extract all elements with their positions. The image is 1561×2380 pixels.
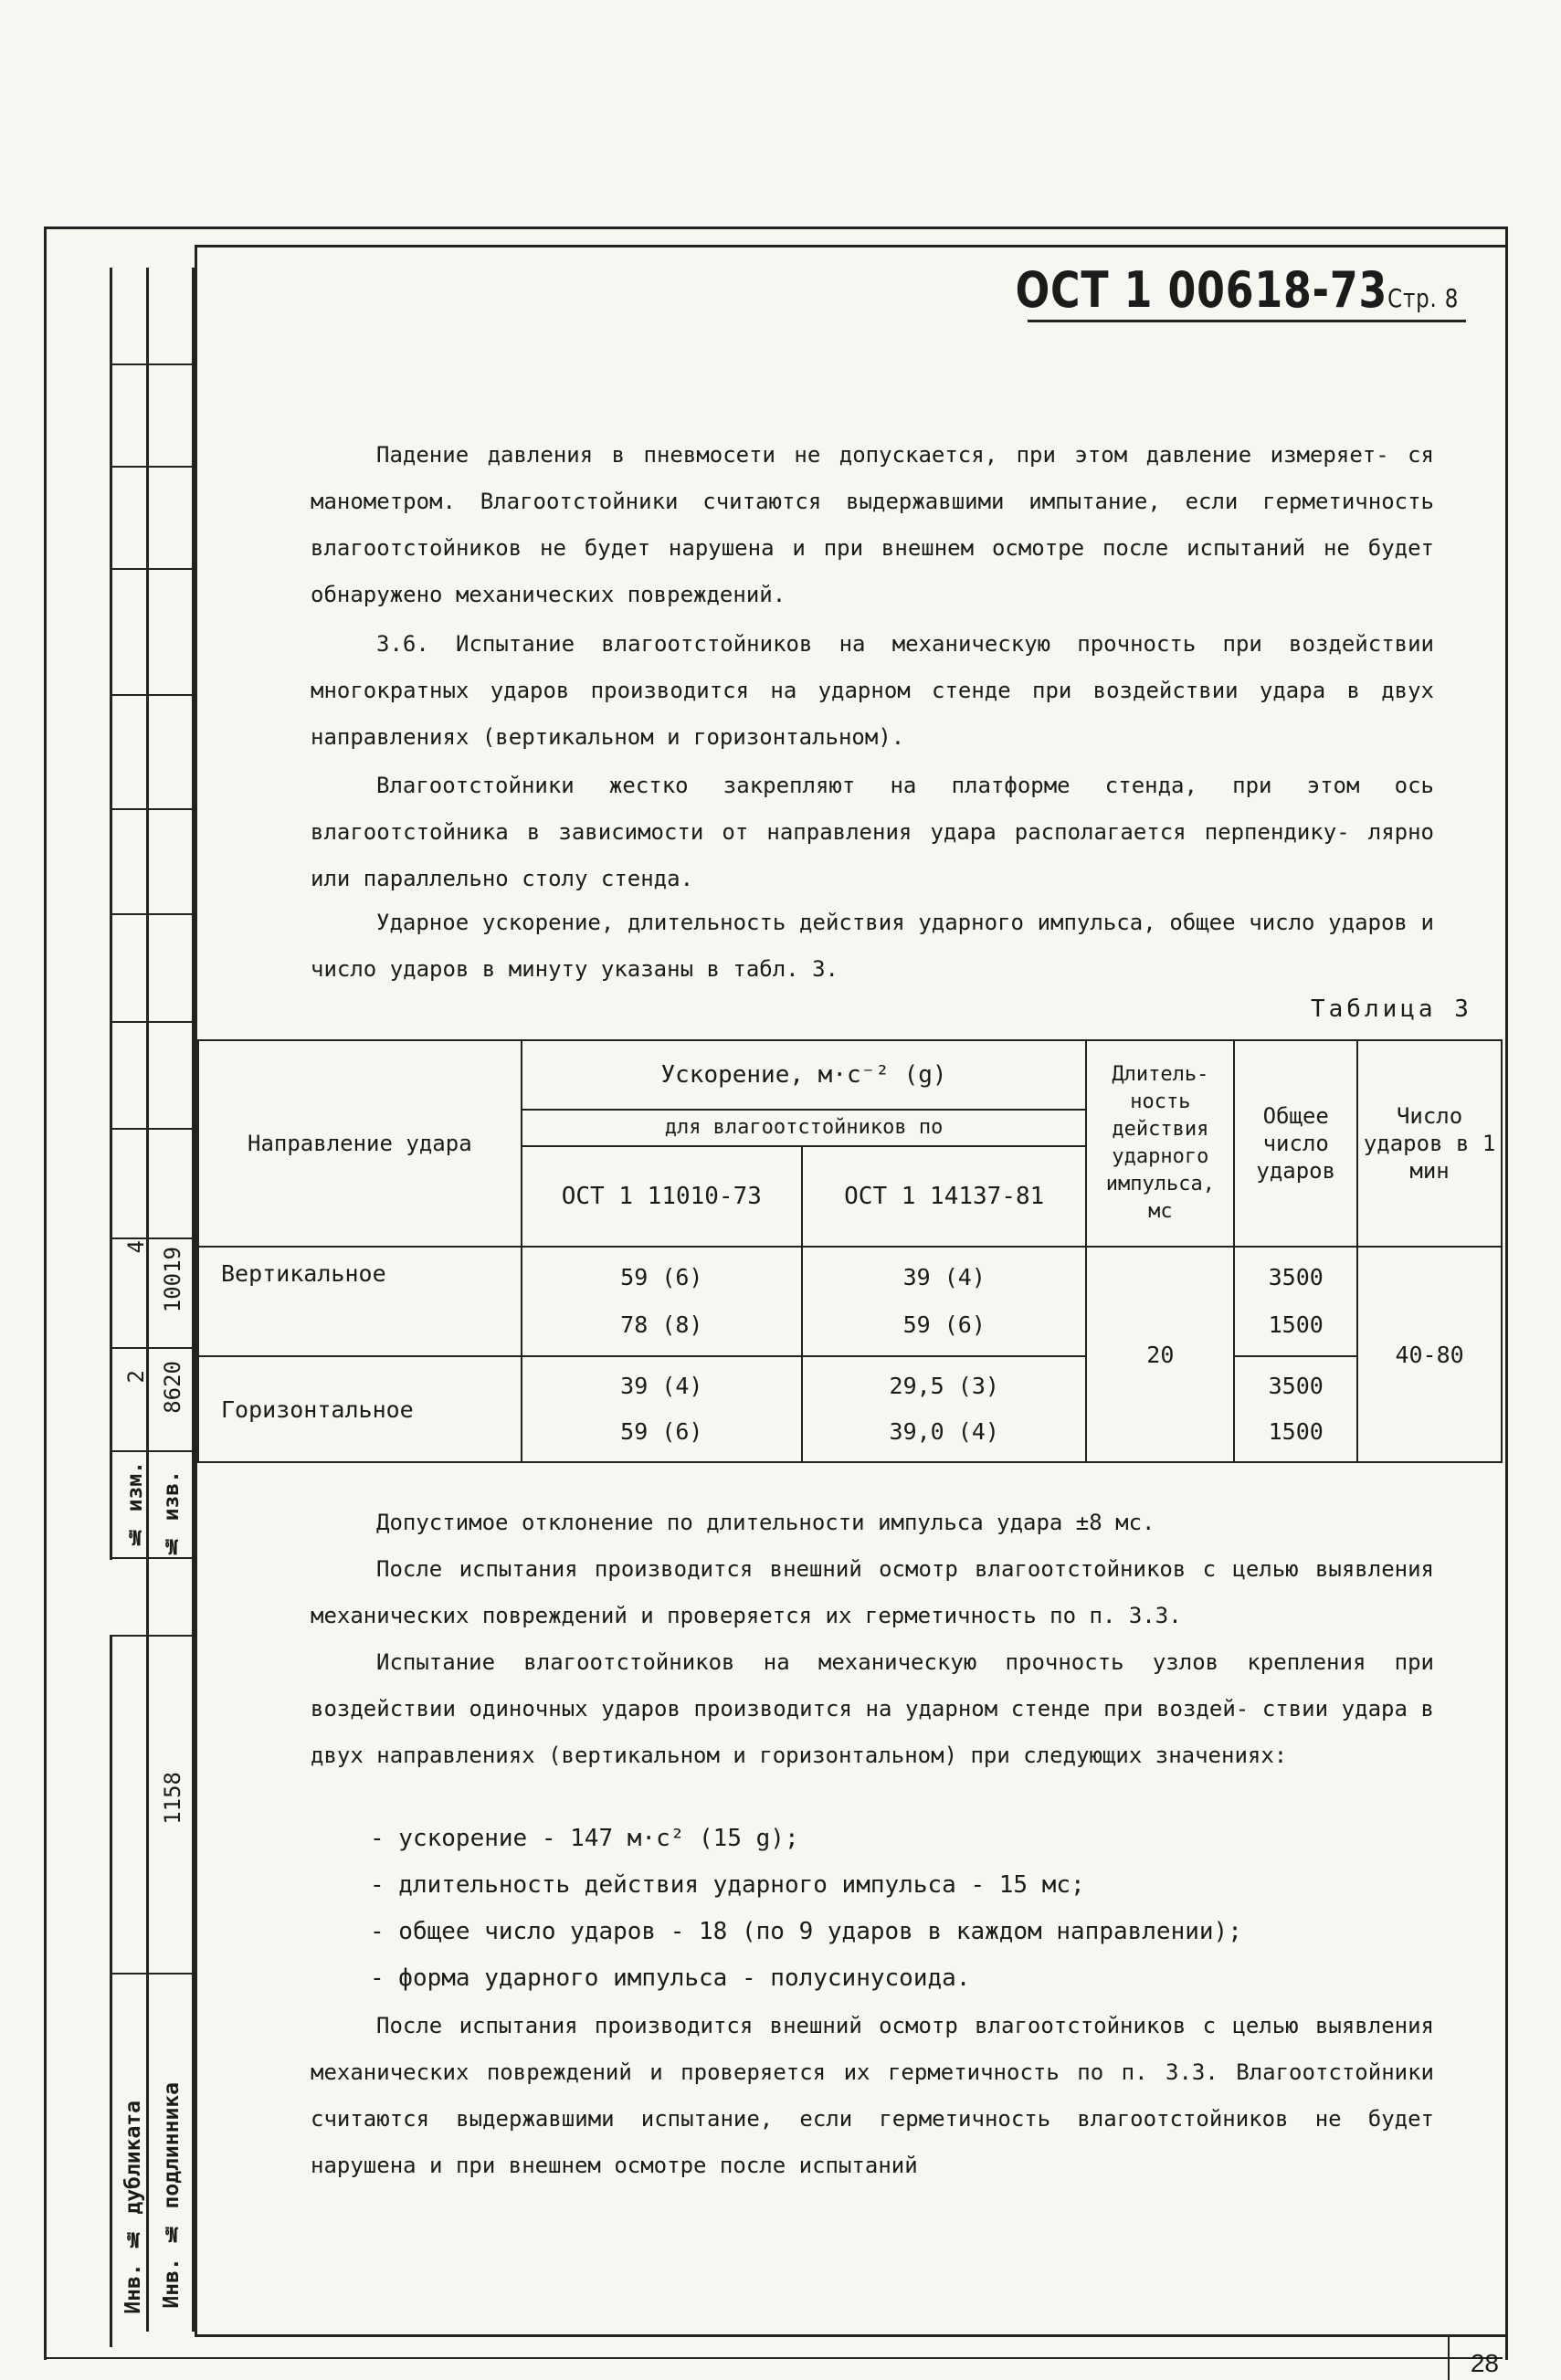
sidebar-tick (110, 1973, 194, 1975)
list-item: - длительность действия ударного импульса - 15 мс; (370, 1871, 1085, 1899)
header-ost-11010: ОСТ 1 11010-73 (522, 1146, 802, 1247)
sidebar-change-label: № изм. (123, 1461, 147, 1549)
sidebar-line (110, 1635, 112, 2347)
page-number: 28 (1470, 2349, 1499, 2377)
header-ost-14137: ОСТ 1 14137-81 (802, 1146, 1086, 1247)
sidebar-inv-original: Инв. № подлинника (160, 2082, 184, 2309)
header-duration: Длитель- ность действия ударного импульса, мс (1086, 1040, 1234, 1247)
sidebar-inv-value: 1158 (160, 1772, 185, 1825)
sidebar-tick (110, 1237, 194, 1239)
body-text (311, 1546, 1434, 1639)
frame-bottom-line (44, 2357, 1503, 2359)
body-text (311, 2003, 1434, 2189)
header-total: Общее число ударов (1234, 1040, 1357, 1247)
value: 59 (6) (620, 1418, 703, 1445)
header-direction: Направление удара (198, 1040, 522, 1247)
value: 59 (6) (620, 1264, 703, 1290)
list-item: - форма ударного импульса - полусинусоида. (370, 1964, 971, 1992)
duration-value: 20 (1086, 1247, 1234, 1462)
list-item: - общее число ударов - 18 (по 9 ударов в каждом направлении); (370, 1918, 1242, 1945)
sidebar-tick (110, 363, 194, 365)
paragraph: Допустимое отклонение по длительности импульса удара ±8 мс. (376, 1510, 1155, 1535)
sidebar-tick (110, 1635, 194, 1637)
value: 3500 (1268, 1264, 1324, 1290)
sidebar-change-2: 2 (123, 1370, 149, 1384)
paragraph: 3.6. Испытание влагоотстойников на механическую прочность при воздействии многократных ударов производится на ударном стенде при воздействии удара в двух направлениях (вертикальном и горизонтальном). (311, 631, 1434, 750)
value: 1500 (1268, 1311, 1324, 1338)
paragraph: После испытания производится внешний осмотр влагоотстойников с целью выявления механических повреждений и проверяется их герметичность по п. 3.3. Влагоотстойники считаются выдержавшими испытание, если герметичность влагоотстойников не будет нарушена и при внешнем осмотре после испытаний (311, 2013, 1434, 2178)
sidebar-tick (110, 1450, 194, 1452)
cell (1234, 1247, 1357, 1356)
body-text (311, 1639, 1434, 1779)
value: 39 (4) (620, 1373, 703, 1399)
header-underline (1028, 320, 1466, 322)
body-text (311, 900, 1434, 993)
sidebar-doc-2: 8620 (160, 1361, 185, 1414)
body-text-top (311, 432, 1434, 618)
paragraph: Ударное ускорение, длительность действия ударного импульса, общее число ударов и число ударов в минуту указаны в табл. 3. (311, 910, 1434, 982)
row-horizontal: Горизонтальное (198, 1356, 522, 1462)
sidebar-doc-label: № изв. (160, 1470, 184, 1558)
sidebar-tick (110, 1347, 194, 1349)
value: 78 (8) (620, 1311, 703, 1338)
table-caption: Таблица 3 (1311, 995, 1472, 1023)
body-text (311, 1500, 1434, 1546)
sidebar-line (44, 226, 47, 2357)
page-label: Стр. 8 (1387, 283, 1459, 313)
value: 3500 (1268, 1373, 1324, 1399)
body-text (311, 763, 1434, 902)
sidebar-tick (110, 568, 194, 570)
shock-test-table (197, 1039, 1503, 1463)
sidebar-line (146, 268, 149, 2332)
header-acceleration: Ускорение, м·с⁻² (g) (522, 1040, 1087, 1110)
cell (522, 1247, 802, 1356)
row-vertical: Вертикальное (198, 1247, 522, 1356)
cell (802, 1247, 1086, 1356)
sidebar-tick (110, 466, 194, 468)
value: 39 (4) (902, 1264, 986, 1290)
document-header (1015, 261, 1459, 319)
cell (802, 1356, 1086, 1462)
value: 39,0 (4) (889, 1418, 999, 1445)
sidebar-tick (110, 1557, 194, 1559)
paragraph: После испытания производится внешний осмотр влагоотстойников с целью выявления механических повреждений и проверяется их герметичность по п. 3.3. (311, 1556, 1434, 1628)
cell (1234, 1356, 1357, 1462)
cell (522, 1356, 802, 1462)
sidebar-inv-duplicate: Инв. № дубликата (121, 2101, 145, 2314)
sidebar-tick (110, 1021, 194, 1023)
value: 29,5 (3) (889, 1373, 999, 1399)
rate-value: 40-80 (1357, 1247, 1502, 1462)
sidebar-doc-1: 10019 (160, 1247, 185, 1313)
sidebar-tick (110, 808, 194, 810)
paragraph: Испытание влагоотстойников на механическую прочность узлов крепления при воздействии одиночных ударов производится на ударном стенде при воздей- ствии удара в двух направлениях (вертикальном и горизонтальном) при следующих значениях: (311, 1649, 1434, 1768)
paragraph: Влагоотстойники жестко закрепляют на платформе стенда, при этом ось влагоотстойника в зависимости от направления удара располагается перпендику- лярно или параллельно столу стенда. (311, 773, 1434, 891)
list-item: - ускорение - 147 м·с² (15 g); (370, 1825, 799, 1852)
header-for-separators: для влагоотстойников по (522, 1110, 1087, 1146)
value: 1500 (1268, 1418, 1324, 1445)
test-params-list (370, 1816, 1242, 2002)
value: 59 (6) (902, 1311, 986, 1338)
sidebar-tick (110, 913, 194, 915)
body-text-section-3-6 (311, 621, 1434, 761)
paragraph: Падение давления в пневмосети не допускается, при этом давление измеряет- ся манометром. Влагоотстойники считаются выдержавшими импытание, если герметичность влагоотстойников не будет нарушена и при внешнем осмотре после испытаний не будет обнаружено механических повреждений. (311, 442, 1434, 607)
sidebar-tick (110, 1128, 194, 1130)
header-rate: Число ударов в 1 мин (1357, 1040, 1502, 1247)
standard-code: ОСТ 1 00618-73 (1015, 261, 1387, 319)
sidebar-tick (110, 694, 194, 696)
sidebar-change-1: 4 (123, 1240, 149, 1254)
